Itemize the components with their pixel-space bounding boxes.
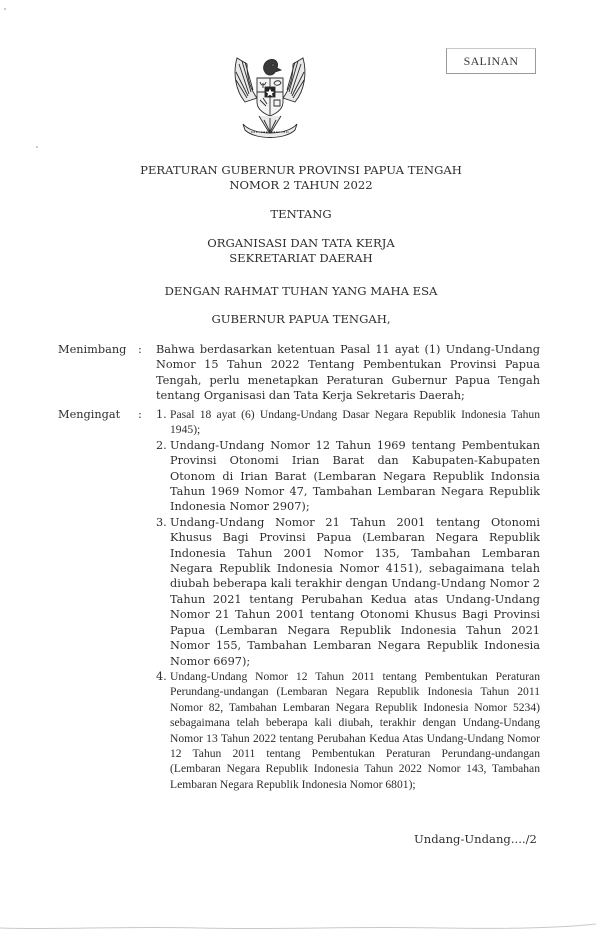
item-number: 4. bbox=[156, 669, 167, 683]
menimbang-text: Bahwa berdasarkan ketentuan Pasal 11 ayat (1) Undang-Undang Nomor 15 Tahun 2022 Tentang Pembentukan Provinsi Papua Tengah, perlu menetapkan Peraturan Gubernur Papua Tengah tentang Organisasi dan Tata Kerja Sekretaris Daerah; bbox=[156, 343, 540, 403]
mengingat-colon: : bbox=[138, 408, 142, 421]
item-number: 1. bbox=[156, 408, 167, 421]
menimbang-label: Menimbang bbox=[58, 343, 127, 356]
subject-line-1: ORGANISASI DAN TATA KERJA bbox=[207, 236, 395, 250]
tentang-heading: TENTANG bbox=[270, 207, 332, 221]
scan-edge-decoration bbox=[0, 920, 602, 932]
mengingat-list bbox=[156, 407, 540, 792]
regulation-title bbox=[0, 163, 602, 193]
salinan-stamp bbox=[446, 48, 536, 74]
title-line-1: PERATURAN GUBERNUR PROVINSI PAPUA TENGAH bbox=[140, 163, 462, 177]
item-number: 2. bbox=[156, 438, 167, 452]
mengingat-label: Mengingat bbox=[58, 408, 121, 421]
mengingat-item bbox=[156, 669, 540, 792]
mengingat-item bbox=[156, 515, 540, 669]
gubernur-heading: GUBERNUR PAPUA TENGAH, bbox=[211, 312, 391, 326]
item-text: Undang-Undang Nomor 12 Tahun 1969 tentang Pembentukan Provinsi Otonomi Irian Barat dan Kabupaten-Kabupaten Otonom di Irian Barat (Lembaran Negara Republik Indonsia Tahun 1969 Nomor 47, Tambahan Lembaran Negara Republik Indonesia Nomor 2907); bbox=[170, 438, 540, 514]
subject-line-2: SEKRETARIAT DAERAH bbox=[229, 251, 373, 265]
mengingat-item bbox=[156, 407, 540, 438]
salinan-label: SALINAN bbox=[463, 53, 519, 68]
mengingat-item bbox=[156, 438, 540, 515]
scan-speck bbox=[36, 146, 38, 148]
scan-speck bbox=[4, 8, 6, 10]
menimbang-colon: : bbox=[138, 343, 142, 356]
title-line-2: NOMOR 2 TAHUN 2022 bbox=[229, 178, 373, 192]
rahmat-heading: DENGAN RAHMAT TUHAN YANG MAHA ESA bbox=[164, 284, 438, 298]
item-text: Undang-Undang Nomor 21 Tahun 2001 tentang Otonomi Khusus Bagi Provinsi Papua (Lembaran Negara Republik Indonesia Tahun 2001 Nomor 135, Tambahan Lembaran Negara Republik Indonesia Nomor 4151), sebagaimana telah diubah beberapa kali terakhir dengan Undang-Undang Nomor 2 Tahun 2021 tentang Perubahan Kedua atas Undang-Undang Nomor 21 Tahun 2001 tentang Otonomi Khusus Bagi Provinsi Papua (Lembaran Negara Republik Indonesia Tahun 2021 Nomor 155, Tambahan Lembaran Negara Republik Indonesia Nomor 6697); bbox=[170, 515, 540, 668]
next-page-reference: Undang-Undang..../2 bbox=[414, 832, 537, 846]
regulation-subject bbox=[0, 236, 602, 266]
item-text: Undang-Undang Nomor 12 Tahun 2011 tentang Pembentukan Peraturan Perundang-undangan (Lembaran Negara Republik Indonesia Tahun 2011 Nomor 82, Tambahan Lembaran Negara Republik Indonesia Nomor 5234) sebagaimana telah beberapa kali diubah, terakhir dengan Undang-Undang Nomor 13 Tahun 2022 tentang Perubahan Kedua Atas Undang-Undang Nomor 12 Tahun 2011 tentang Pembentukan Peraturan Perundang-undangan (Lembaran Negara Republik Indonesia Tahun 2022 Nomor 143, Tambahan Lembaran Negara Republik Indonesia Nomor 6801); bbox=[170, 669, 540, 791]
garuda-emblem-icon bbox=[229, 50, 311, 146]
item-text: Pasal 18 ayat (6) Undang-Undang Dasar Negara Republik Indonesia Tahun 1945); bbox=[170, 408, 540, 437]
item-number: 3. bbox=[156, 515, 167, 529]
